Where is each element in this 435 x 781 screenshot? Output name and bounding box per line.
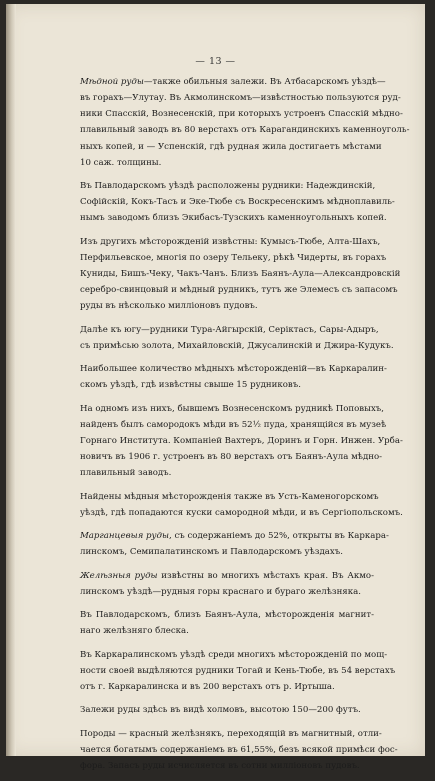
italic-term: Марганцевыя руды bbox=[80, 531, 169, 542]
line-text: Перфильевское, многія по озеру Тельеку, рѣкѣ Чидерты, въ горахъ bbox=[80, 252, 387, 263]
line-text: плавильный заводъ. bbox=[80, 468, 172, 479]
line-text: 10 саж. толщины. bbox=[80, 157, 162, 168]
text-line bbox=[68, 361, 387, 377]
text-line bbox=[68, 234, 381, 250]
italic-term: Мѣдной руды bbox=[80, 77, 144, 87]
text-line bbox=[68, 489, 379, 505]
paragraph bbox=[68, 726, 398, 774]
line-text: Въ Павлодарскомъ уѣздѣ расположены рудники: Надеждинскій, bbox=[80, 181, 376, 192]
line-text: съ примѣсью золота, Михайловскій, Джусалинскій и Джира-Кудукъ. bbox=[80, 340, 394, 351]
text-line bbox=[68, 90, 401, 106]
line-text: ныхъ копей, и — Успенскій, гдѣ рудная жила достигаетъ мѣстами bbox=[80, 141, 382, 152]
text-line bbox=[68, 544, 374, 560]
line-text: Въ Каркаралинскомъ уѣздѣ среди многихъ мѣсторожденій по мощ- bbox=[80, 649, 388, 660]
line-text: фора. Запасъ руды исчисляется въ сотни милліоновъ пудовъ. bbox=[80, 761, 360, 772]
line-text: Наибольшее количество мѣдныхъ мѣсторожденій—въ Каркаралин- bbox=[80, 364, 387, 375]
line-text: руды въ нѣсколько милліоновъ пудовъ. bbox=[80, 301, 258, 312]
text-line bbox=[68, 663, 396, 679]
line-text: извѣстны во многихъ мѣстахъ края. Въ Акмо- bbox=[157, 570, 375, 581]
text-line bbox=[68, 122, 410, 138]
text-line bbox=[68, 568, 374, 584]
text-line bbox=[68, 322, 379, 338]
line-text: Далѣе къ югу—рудники Тура-Айгырскій, Серiктасъ, Сары-Адыръ, bbox=[80, 324, 379, 335]
paragraph bbox=[68, 322, 394, 354]
text-line bbox=[68, 417, 387, 433]
line-text: Куниды, Бишъ-Чеку, Чакъ-Чанъ. Близъ Баянъ-Аула—Александровскій bbox=[80, 269, 401, 280]
text-line bbox=[68, 465, 374, 481]
text-line bbox=[68, 607, 374, 623]
text-line bbox=[68, 647, 388, 663]
paragraph bbox=[68, 74, 410, 171]
text-line bbox=[68, 449, 383, 465]
line-text: —также обильныя залежи. Въ Атбасарскомъ уѣздѣ— bbox=[143, 77, 386, 87]
line-text: плавильный заводъ въ 80 верстахъ отъ Карагандинскихъ каменноуголь- bbox=[80, 125, 410, 136]
text-line bbox=[68, 758, 374, 774]
text-line bbox=[68, 139, 382, 155]
text-line bbox=[68, 377, 374, 393]
line-text: Въ Павлодарскомъ, близъ Баянъ-Аула, мѣсторожденія магнит- bbox=[80, 610, 374, 621]
text-line bbox=[68, 584, 374, 600]
text-line bbox=[68, 298, 374, 314]
line-text: линскомъ, Семипалатинскомъ и Павлодарскомъ уѣздахъ. bbox=[80, 547, 343, 558]
text-line bbox=[68, 528, 389, 544]
line-text: чается богатымъ содержаніемъ въ 61,55%, безъ всякой примѣси фос- bbox=[80, 744, 398, 755]
paragraph bbox=[68, 647, 396, 695]
text-line bbox=[68, 401, 384, 417]
line-text: серебро-свинцовый и мѣдный рудникъ, тутъ же Элемесъ съ запасомъ bbox=[80, 285, 398, 296]
line-text: Изъ другихъ мѣсторожденій извѣстны: Кумысъ-Тюбе, Алта-Шахъ, bbox=[80, 236, 381, 247]
text-line bbox=[68, 178, 374, 194]
line-text: нымъ заводомъ близъ Экибасъ-Тузскихъ каменноугольныхъ копей. bbox=[80, 213, 387, 224]
paragraph bbox=[68, 401, 403, 482]
text-line bbox=[68, 194, 395, 210]
paragraph bbox=[68, 528, 389, 560]
paragraph bbox=[68, 489, 403, 521]
text-line bbox=[68, 250, 387, 266]
line-text: наго желѣзняго блеска. bbox=[80, 626, 189, 637]
text-line bbox=[68, 155, 374, 171]
line-text: найденъ былъ самородокъ мѣди въ 52½ пуда, хранящійся въ музеѣ bbox=[80, 419, 387, 430]
text-line bbox=[68, 742, 398, 758]
paragraph bbox=[68, 361, 387, 393]
text-line bbox=[68, 505, 403, 521]
book-page bbox=[6, 4, 425, 772]
line-text: На одномъ изъ нихъ, бывшемъ Вознесенскомъ рудникѣ Поповыхъ, bbox=[80, 403, 384, 414]
paragraph bbox=[68, 178, 395, 226]
line-text: въ горахъ—Улутау. Въ Акмолинскомъ—извѣстностью пользуются руд- bbox=[80, 93, 401, 104]
line-text: Залежи руды здѣсь въ видѣ холмовъ, высотою 150—200 футъ. bbox=[80, 705, 361, 716]
text-line bbox=[68, 338, 394, 354]
text-line bbox=[68, 106, 403, 122]
line-text: новичъ въ 1906 г. устроенъ въ 80 верстахъ отъ Баянъ-Аула мѣдно- bbox=[80, 452, 383, 463]
body-text bbox=[68, 74, 410, 781]
line-text: Софійскій, Кокъ-Тасъ и Экe-Тюбе съ Воскресенскимъ мѣдноплавиль- bbox=[80, 197, 395, 208]
line-text: линскомъ уѣздѣ—рудныя горы краснаго и бураго желѣзняка. bbox=[80, 586, 361, 597]
paragraph bbox=[68, 568, 374, 600]
paragraph bbox=[68, 702, 374, 718]
page-binding-shadow bbox=[6, 4, 16, 756]
line-text: уѣздѣ, гдѣ попадаются куски самородной мѣди, и въ Сергіопольскомъ. bbox=[80, 507, 403, 518]
paragraph bbox=[68, 234, 401, 315]
line-text: Горнаго Института. Компаніей Вахтеръ, Доринъ и Горн. Инжен. Урба- bbox=[80, 436, 403, 447]
italic-term: Желѣзныя руды bbox=[80, 570, 158, 581]
text-line bbox=[68, 433, 403, 449]
line-text: скомъ уѣздѣ, гдѣ извѣстны свыше 15 рудниковъ. bbox=[80, 380, 301, 391]
text-line bbox=[68, 623, 374, 639]
text-line bbox=[68, 679, 374, 695]
text-line bbox=[68, 74, 386, 90]
page-number: — 13 — bbox=[195, 56, 236, 67]
line-text: , съ содержаніемъ до 52%, открыты въ Каркара- bbox=[169, 531, 389, 542]
line-text: ности своей выдѣляются рудники Тогай и Кень-Тюбе, въ 54 верстахъ bbox=[80, 665, 396, 676]
line-text: ники Спасскій, Вознесенскій, при которыхъ устроенъ Спасскій мѣдно- bbox=[80, 109, 403, 120]
line-text: Породы — красный желѣзнякъ, переходящій въ магнитный, отли- bbox=[80, 728, 382, 739]
text-line bbox=[68, 726, 382, 742]
text-line bbox=[68, 266, 401, 282]
text-line bbox=[68, 210, 387, 226]
paragraph bbox=[68, 607, 374, 639]
line-text: Найдены мѣдныя мѣсторожденія также въ Усть-Каменогорскомъ bbox=[80, 491, 379, 502]
text-line bbox=[68, 282, 398, 298]
text-line bbox=[68, 702, 374, 718]
line-text: отъ г. Каркаралинска и въ 200 верстахъ отъ р. Иртыша. bbox=[80, 682, 335, 693]
